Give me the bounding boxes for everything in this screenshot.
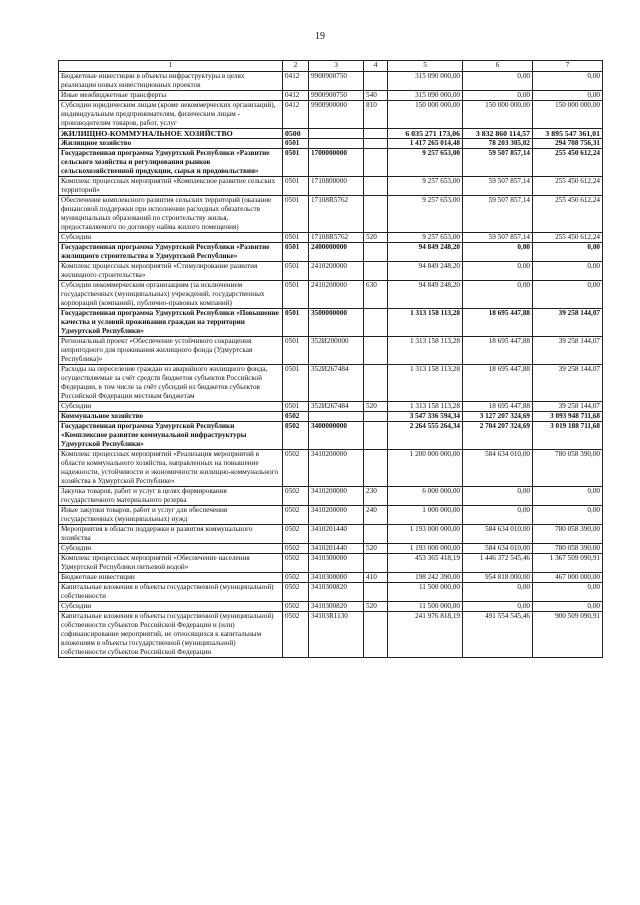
section-code: 0502: [283, 506, 309, 525]
target-code: 352И267484: [309, 402, 364, 412]
expense-type: [364, 177, 388, 196]
section-code: 0501: [283, 243, 309, 262]
amount-2024: 2 264 555 264,34: [388, 422, 463, 450]
section-code: 0502: [283, 422, 309, 450]
section-code: 0502: [283, 525, 309, 544]
expense-type: [364, 554, 388, 573]
row-name: Бюджетные инвестиции в объекты инфраструктуры в целях реализации новых инвестиционных проектов: [59, 72, 283, 91]
amount-2025: 18 695 447,88: [463, 402, 533, 412]
target-code: 3410200000: [309, 450, 364, 487]
amount-2025: 954 818 000,00: [463, 573, 533, 583]
amount-2025: 150 000 000,00: [463, 101, 533, 129]
row-name: Иные межбюджетные трансферты: [59, 91, 283, 101]
amount-2024: 3 547 336 594,34: [388, 412, 463, 422]
amount-2025: 0,00: [463, 583, 533, 602]
section-code: 0501: [283, 149, 309, 177]
row-name: Государственная программа Удмуртской Республики «Развитие жилищного строительства в Удмуртской Республике»: [59, 243, 283, 262]
section-code: 0502: [283, 554, 309, 573]
target-code: 3410300820: [309, 602, 364, 612]
header-cell: 5: [388, 61, 463, 72]
amount-2024: 9 257 653,00: [388, 233, 463, 243]
row-name: Комплекс процессных мероприятий «Обеспечение населения Удмуртской Республики питьевой водой»: [59, 554, 283, 573]
amount-2024: 9 257 653,00: [388, 177, 463, 196]
amount-2024: 6 035 271 173,06: [388, 129, 463, 139]
amount-2025: 584 634 010,00: [463, 450, 533, 487]
row-name: Государственная программа Удмуртской Республики «Развитие сельского хозяйства и регулирования рынков сельскохозяйственной продукции, сырья и продовольствия»: [59, 149, 283, 177]
amount-2024: 453 365 418,19: [388, 554, 463, 573]
section-code: 0501: [283, 337, 309, 365]
table-row: [59, 233, 603, 243]
expense-type: 520: [364, 602, 388, 612]
amount-2026: 0,00: [533, 506, 603, 525]
section-code: 0501: [283, 402, 309, 412]
row-name: Субсидии некоммерческим организациям (за исключением государственных (муниципальных) учреждений, государственных корпораций (компаний), публично-правовых компаний): [59, 281, 283, 309]
target-code: 3410300000: [309, 554, 364, 573]
amount-2025: 0,00: [463, 487, 533, 506]
section-code: 0501: [283, 262, 309, 281]
amount-2025: 2 704 207 324,69: [463, 422, 533, 450]
table-row: [59, 101, 603, 129]
amount-2026: 1 367 509 090,91: [533, 554, 603, 573]
expense-type: [364, 149, 388, 177]
amount-2024: 1 200 000 000,00: [388, 450, 463, 487]
row-name: Капитальные вложения в объекты государственной (муниципальной) собственности субъектов Российской Федерации и (или) софинансирование мероприятий, не относящихся к капитальным вложениям в объекты государственной (муниципальной) собственности субъектов Российской Федерации: [59, 612, 283, 658]
expense-type: [364, 583, 388, 602]
amount-2024: 1 417 265 014,48: [388, 139, 463, 149]
table-row: [59, 583, 603, 602]
row-name: Бюджетные инвестиции: [59, 573, 283, 583]
amount-2025: 0,00: [463, 281, 533, 309]
amount-2024: 11 500 000,00: [388, 583, 463, 602]
target-code: [309, 129, 364, 139]
amount-2025: 18 695 447,88: [463, 337, 533, 365]
amount-2025: 1 446 372 545,46: [463, 554, 533, 573]
row-name: Капитальные вложения в объекты государственной (муниципальной) собственности: [59, 583, 283, 602]
page-number: 19: [315, 31, 325, 42]
section-code: 0502: [283, 544, 309, 554]
amount-2026: 294 708 756,31: [533, 139, 603, 149]
amount-2025: 59 507 857,14: [463, 177, 533, 196]
amount-2024: 1 313 158 113,28: [388, 365, 463, 402]
target-code: 9900900750: [309, 91, 364, 101]
table-row: [59, 262, 603, 281]
expense-type: 520: [364, 402, 388, 412]
expense-type: 520: [364, 233, 388, 243]
amount-2026: 0,00: [533, 602, 603, 612]
target-code: 352И200000: [309, 337, 364, 365]
table-row: [59, 129, 603, 139]
amount-2025: 3 832 860 114,57: [463, 129, 533, 139]
row-name: Жилищное хозяйство: [59, 139, 283, 149]
table-row: [59, 91, 603, 101]
header-cell: 6: [463, 61, 533, 72]
row-name: Субсидии юридическим лицам (кроме некоммерческих организаций), индивидуальным предпринимателям, физическим лицам - производителям товаров, работ, услуг: [59, 101, 283, 129]
expense-type: [364, 525, 388, 544]
amount-2026: 3 019 188 711,68: [533, 422, 603, 450]
amount-2026: 0,00: [533, 262, 603, 281]
amount-2026: 255 450 612,24: [533, 149, 603, 177]
row-name: Коммунальное хозяйство: [59, 412, 283, 422]
amount-2026: 780 058 390,00: [533, 525, 603, 544]
target-code: 3410201440: [309, 525, 364, 544]
target-code: 3400000000: [309, 422, 364, 450]
target-code: [309, 139, 364, 149]
expense-type: [364, 450, 388, 487]
header-cell: 1: [59, 61, 283, 72]
amount-2025: 0,00: [463, 72, 533, 91]
section-code: 0502: [283, 602, 309, 612]
expense-type: [364, 422, 388, 450]
row-name: Комплекс процессных мероприятий «Комплексное развитие сельских территорий»: [59, 177, 283, 196]
table-row: [59, 602, 603, 612]
section-code: 0502: [283, 583, 309, 602]
section-code: 0502: [283, 412, 309, 422]
amount-2025: 584 634 010,00: [463, 544, 533, 554]
expense-type: [364, 309, 388, 337]
target-code: 9900900750: [309, 72, 364, 91]
section-code: 0501: [283, 233, 309, 243]
row-name: Закупка товаров, работ и услуг в целях формирования государственного материального резерва: [59, 487, 283, 506]
amount-2024: 1 193 000 000,00: [388, 525, 463, 544]
table-row: [59, 139, 603, 149]
section-code: 0502: [283, 573, 309, 583]
amount-2026: 900 509 090,91: [533, 612, 603, 658]
amount-2024: 198 242 390,00: [388, 573, 463, 583]
header-cell: 3: [309, 61, 364, 72]
section-code: 0502: [283, 487, 309, 506]
table-row: [59, 365, 603, 402]
table-row: [59, 554, 603, 573]
amount-2026: 0,00: [533, 583, 603, 602]
row-name: Обеспечение комплексного развития сельских территорий (оказание финансовой поддержки при исполнении расходных обязательств муниципальных образований по строительству жилья, предоставляемого по договору найма жилого помещения): [59, 196, 283, 233]
amount-2026: 0,00: [533, 243, 603, 262]
amount-2026: 39 258 144,07: [533, 337, 603, 365]
header-cell: 4: [364, 61, 388, 72]
amount-2024: 150 000 000,00: [388, 101, 463, 129]
target-code: 3410300820: [309, 583, 364, 602]
amount-2024: 1 313 158 113,28: [388, 402, 463, 412]
amount-2024: 1 313 158 113,28: [388, 309, 463, 337]
expense-type: [364, 612, 388, 658]
target-code: 1700000000: [309, 149, 364, 177]
table-row: [59, 422, 603, 450]
expense-type: 630: [364, 281, 388, 309]
amount-2025: 3 127 207 324,69: [463, 412, 533, 422]
target-code: 34103R1130: [309, 612, 364, 658]
row-name: ЖИЛИЩНО-КОММУНАЛЬНОЕ ХОЗЯЙСТВО: [59, 129, 283, 139]
expense-type: [364, 365, 388, 402]
amount-2026: 39 258 144,07: [533, 309, 603, 337]
amount-2024: 315 090 000,00: [388, 91, 463, 101]
target-code: 17108R5762: [309, 196, 364, 233]
target-code: 3500000000: [309, 309, 364, 337]
header-row: [59, 61, 603, 72]
amount-2025: 18 695 447,88: [463, 309, 533, 337]
amount-2026: 0,00: [533, 72, 603, 91]
amount-2024: 241 976 818,19: [388, 612, 463, 658]
amount-2026: 467 000 000,00: [533, 573, 603, 583]
row-name: Субсидии: [59, 602, 283, 612]
amount-2026: 255 450 612,24: [533, 233, 603, 243]
header-cell: 2: [283, 61, 309, 72]
expense-type: [364, 412, 388, 422]
section-code: 0501: [283, 309, 309, 337]
section-code: 0412: [283, 72, 309, 91]
amount-2026: 255 450 612,24: [533, 177, 603, 196]
amount-2025: 0,00: [463, 262, 533, 281]
expense-type: [364, 72, 388, 91]
amount-2024: 315 090 000,00: [388, 72, 463, 91]
table-row: [59, 243, 603, 262]
table-row: [59, 487, 603, 506]
section-code: 0501: [283, 139, 309, 149]
target-code: [309, 412, 364, 422]
target-code: 1710800000: [309, 177, 364, 196]
amount-2026: 780 058 390,00: [533, 544, 603, 554]
row-name: Комплекс процессных мероприятий «Реализация мероприятий в области коммунального хозяйства, направленных на повышение надежности, устойчивости и экономичности жилищно-коммунального хозяйства в Удмуртской Республике»: [59, 450, 283, 487]
expense-type: 230: [364, 487, 388, 506]
section-code: 0501: [283, 281, 309, 309]
table-row: [59, 309, 603, 337]
table-row: [59, 612, 603, 658]
row-name: Расходы на переселение граждан из аварийного жилищного фонда, осуществляемые за счёт средств бюджетов субъектов Российской Федерации, в том числе за счёт субсидий из бюджетов субъектов Российской Федерации местным бюджетам: [59, 365, 283, 402]
section-code: 0412: [283, 101, 309, 129]
row-name: Субсидии: [59, 402, 283, 412]
amount-2024: 1 313 158 113,28: [388, 337, 463, 365]
table-row: [59, 525, 603, 544]
amount-2025: 0,00: [463, 506, 533, 525]
amount-2025: 18 695 447,88: [463, 365, 533, 402]
amount-2025: 0,00: [463, 243, 533, 262]
table-row: [59, 450, 603, 487]
target-code: 3410200000: [309, 487, 364, 506]
amount-2026: 0,00: [533, 487, 603, 506]
target-code: 17108R5762: [309, 233, 364, 243]
target-code: 2410200000: [309, 262, 364, 281]
expense-type: [364, 196, 388, 233]
table-row: [59, 149, 603, 177]
amount-2024: 9 257 653,00: [388, 149, 463, 177]
expense-type: 410: [364, 573, 388, 583]
amount-2026: 39 258 144,07: [533, 365, 603, 402]
amount-2026: 150 000 000,00: [533, 101, 603, 129]
expense-type: [364, 262, 388, 281]
row-name: Иные закупки товаров, работ и услуг для обеспечения государственных (муниципальных) нужд: [59, 506, 283, 525]
table-row: [59, 506, 603, 525]
header-cell: 7: [533, 61, 603, 72]
row-name: Субсидии: [59, 544, 283, 554]
target-code: 2400000000: [309, 243, 364, 262]
section-code: 0501: [283, 177, 309, 196]
table-row: [59, 196, 603, 233]
amount-2025: 59 507 857,14: [463, 149, 533, 177]
expense-type: [364, 129, 388, 139]
expense-type: 540: [364, 91, 388, 101]
expense-type: [364, 243, 388, 262]
row-name: Комплекс процессных мероприятий «Стимулирование развития жилищного строительства»: [59, 262, 283, 281]
amount-2024: 94 849 248,20: [388, 262, 463, 281]
table-row: [59, 544, 603, 554]
target-code: 3410201440: [309, 544, 364, 554]
budget-table: [58, 60, 603, 658]
target-code: 9900900000: [309, 101, 364, 129]
amount-2024: 11 500 000,00: [388, 602, 463, 612]
section-code: 0501: [283, 196, 309, 233]
amount-2026: 255 450 612,24: [533, 196, 603, 233]
section-code: 0412: [283, 91, 309, 101]
amount-2025: 584 634 010,00: [463, 525, 533, 544]
expense-type: [364, 139, 388, 149]
amount-2024: 9 257 653,00: [388, 196, 463, 233]
amount-2024: 94 849 248,20: [388, 281, 463, 309]
table-row: [59, 281, 603, 309]
amount-2025: 491 554 545,46: [463, 612, 533, 658]
row-name: Региональный проект «Обеспечение устойчивого сокращения непригодного для проживания жилищного фонда (Удмуртская Республика)»: [59, 337, 283, 365]
row-name: Государственная программа Удмуртской Республики «Повышение качества и условий проживания граждан на территории Удмуртской Республики»: [59, 309, 283, 337]
target-code: 2410200000: [309, 281, 364, 309]
expense-type: [364, 337, 388, 365]
target-code: 3410300000: [309, 573, 364, 583]
amount-2025: 78 203 305,02: [463, 139, 533, 149]
table-row: [59, 402, 603, 412]
amount-2026: 780 058 390,00: [533, 450, 603, 487]
amount-2024: 1 000 000,00: [388, 506, 463, 525]
expense-type: 810: [364, 101, 388, 129]
table-row: [59, 72, 603, 91]
amount-2025: 0,00: [463, 91, 533, 101]
expense-type: 520: [364, 544, 388, 554]
section-code: 0500: [283, 129, 309, 139]
amount-2026: 0,00: [533, 281, 603, 309]
amount-2025: 59 507 857,14: [463, 233, 533, 243]
section-code: 0501: [283, 365, 309, 402]
amount-2024: 1 193 000 000,00: [388, 544, 463, 554]
amount-2024: 6 000 000,00: [388, 487, 463, 506]
table-row: [59, 573, 603, 583]
target-code: 352И267484: [309, 365, 364, 402]
row-name: Субсидии: [59, 233, 283, 243]
amount-2025: 59 507 857,14: [463, 196, 533, 233]
amount-2026: 39 258 144,07: [533, 402, 603, 412]
table-row: [59, 412, 603, 422]
amount-2026: 0,00: [533, 91, 603, 101]
amount-2026: 3 093 948 711,68: [533, 412, 603, 422]
target-code: 3410200000: [309, 506, 364, 525]
table-row: [59, 337, 603, 365]
section-code: 0502: [283, 612, 309, 658]
amount-2025: 0,00: [463, 602, 533, 612]
row-name: Мероприятия в области поддержки и развития коммунального хозяйства: [59, 525, 283, 544]
expense-type: 240: [364, 506, 388, 525]
section-code: 0502: [283, 450, 309, 487]
amount-2024: 94 849 248,20: [388, 243, 463, 262]
amount-2026: 3 895 547 361,01: [533, 129, 603, 139]
row-name: Государственная программа Удмуртской Республики «Комплексное развитие коммунальной инфраструктуры Удмуртской Республики»: [59, 422, 283, 450]
table-row: [59, 177, 603, 196]
